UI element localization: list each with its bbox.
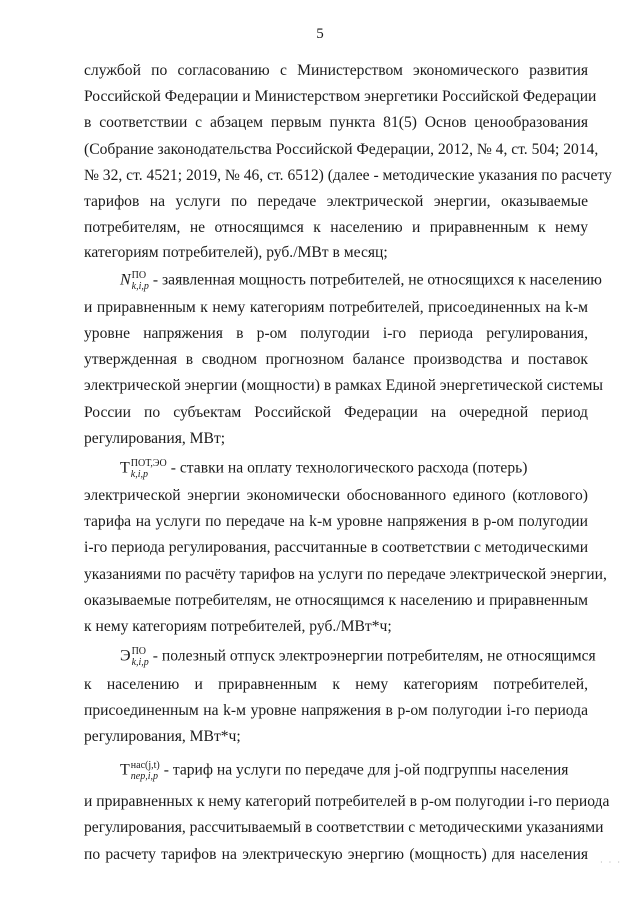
page-number: 5	[316, 26, 324, 42]
para4-line-3: присоединенным на k-м уровне напряжения в р-ом полугодии i-го периода	[84, 702, 588, 719]
para1-line-8: категориям потребителей), руб./МВт в месяц;	[84, 244, 388, 261]
para4-line-2: к населению и приравненным к нему категориям потребителей,	[84, 676, 588, 693]
para1-line-7: потребителям, не относящимся к населению и приравненным к нему	[84, 219, 588, 236]
symbol-e-po: Э ПО k,i,p	[120, 646, 149, 668]
para1-line-1: службой по согласованию с Министерством экономического развития	[84, 62, 588, 79]
para1-line-2: Российской Федерации и Министерством энергетики Российской Федерации	[84, 88, 597, 105]
para5-line-4: по расчету тарифов на электрическую энергию (мощность) для населения	[84, 846, 588, 863]
para5-line-3: регулирования, рассчитываемый в соответствии с методическими указаниями	[84, 819, 604, 836]
para3-line-3: тарифа на услуги по передаче на k-м уровне напряжения в р-ом полугодии	[84, 513, 588, 530]
para4-first-line	[120, 646, 596, 668]
para5-first-line-text: - тариф на услуги по передаче для j-ой подгруппы населения	[163, 761, 569, 779]
para2-first-line	[120, 270, 602, 292]
scan-noise-dots: · · ·	[600, 858, 622, 867]
para1-line-4: (Собрание законодательства Российской Федерации, 2012, № 4, ст. 504; 2014,	[84, 141, 599, 158]
para2-line-6: России по субъектам Российской Федерации на очередной период	[84, 404, 588, 421]
para1-line-3: в соответствии с абзацем первым пункта 81(5) Основ ценообразования	[84, 114, 588, 131]
para3-line-7: к нему категориям потребителей, руб./МВт*ч;	[84, 618, 392, 635]
para3-line-6: оказываемые потребителям, не относящимся к населению и приравненным	[84, 592, 588, 609]
para2-first-line-text: - заявленная мощность потребителей, не относящихся к населению	[152, 271, 602, 289]
para2-line-7: регулирования, МВт;	[84, 430, 226, 447]
para1-line-5: № 32, ст. 4521; 2019, № 46, ст. 6512) (далее - методические указания по расчету	[84, 167, 612, 184]
symbol-t-pot-eo: Т ПОТ,ЭО k,i,p	[120, 458, 167, 480]
para5-line-2: и приравненных к нему категорий потребителей в р-ом полугодии i-го периода	[84, 793, 610, 810]
para3-line-5: указаниями по расчёту тарифов на услуги по передаче электрической энергии,	[84, 566, 607, 583]
para2-line-2: и приравненным к нему категориям потребителей, присоединенных на k-м	[84, 299, 588, 316]
symbol-t-nas: Т нас(j,t) пер,i,p	[120, 760, 160, 782]
para3-line-4: i-го периода регулирования, рассчитанные в соответствии с методическими	[84, 539, 589, 556]
para2-line-4: утвержденная в сводном прогнозном балансе производства и поставок	[84, 351, 588, 368]
symbol-n-po: N ПО k,i,p	[120, 270, 149, 292]
para4-line-4: регулирования, МВт*ч;	[84, 728, 241, 745]
para3-first-line	[120, 458, 588, 480]
para1-line-6: тарифов на услуги по передаче электрической энергии, оказываемые	[84, 193, 588, 210]
para3-line-2: электрической энергии экономически обоснованного единого (котлового)	[84, 487, 588, 504]
para5-first-line	[120, 760, 588, 782]
para2-line-3: уровне напряжения в р-ом полугодии i-го периода регулирования,	[84, 325, 588, 342]
para4-first-line-text: - полезный отпуск электроэнергии потребителям, не относящимся	[152, 647, 596, 665]
para2-line-5: электрической энергии (мощности) в рамках Единой энергетической системы	[84, 377, 604, 394]
para3-first-line-text: - ставки на оплату технологического расхода (потерь)	[170, 459, 528, 477]
